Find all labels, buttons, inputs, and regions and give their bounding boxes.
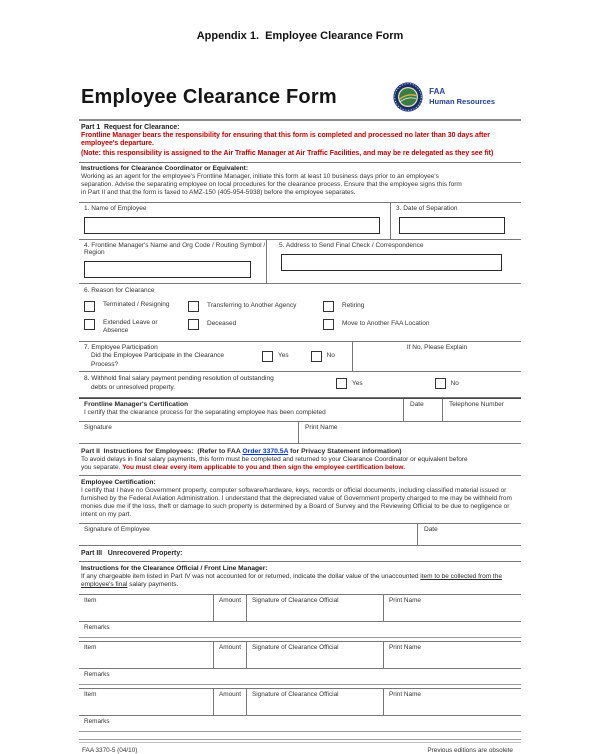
item-label: Item — [84, 597, 97, 605]
amount-field[interactable] — [213, 642, 246, 668]
date-label: Date — [424, 525, 438, 533]
property-row — [79, 688, 521, 716]
remarks-field[interactable] — [79, 622, 521, 638]
appendix-title: Appendix 1. Employee Clearance Form — [196, 30, 404, 42]
checkbox-participation-yes[interactable] — [262, 351, 273, 362]
footer-form-number: FAA 3370-5 (04/10) — [82, 747, 138, 754]
field-name-of-employee — [79, 203, 390, 239]
cert-phone-field[interactable] — [442, 399, 521, 421]
employee-signature-label: Signature of Employee — [84, 525, 150, 533]
faa-logo-block — [393, 82, 495, 112]
signature-field[interactable] — [79, 422, 298, 443]
q8-label-2: debts or unresolved property. — [91, 383, 176, 391]
footer-note: Previous editions are obsolete — [427, 747, 513, 754]
employee-signature-row — [79, 523, 521, 546]
item-label: Item — [84, 644, 97, 652]
amount-label: Amount — [219, 691, 242, 699]
input-address-final-check[interactable] — [281, 254, 502, 271]
amount-field[interactable] — [213, 689, 246, 715]
item-label: Item — [84, 691, 97, 699]
coordinator-instructions — [79, 163, 521, 203]
item-field[interactable] — [79, 689, 213, 715]
print-name-field[interactable] — [383, 595, 521, 621]
q8-label-1: 8. Withhold final salary payment pending resolution of outstanding — [84, 375, 274, 383]
checkbox-label: Transferring to Another Agency — [207, 302, 297, 310]
part1-red-note-1: Frontline Manager bears the responsibility for ensuring that this form is completed and processed no later than 30 days after employee's departure. — [81, 132, 490, 148]
yes-label: Yes — [352, 379, 363, 387]
amount-label: Amount — [219, 597, 242, 605]
part3-title: Part III Unrecovered Property: — [79, 546, 521, 562]
logo-text-hr: Human Resources — [429, 97, 495, 107]
checkbox-terminated-resigning[interactable] — [84, 301, 95, 312]
checkbox-label: Terminated / Resigning — [103, 300, 170, 308]
signature-official-label: Signature of Clearance Official — [252, 691, 339, 699]
item-field[interactable] — [79, 642, 213, 668]
field-label-name: 1. Name of Employee — [84, 204, 147, 212]
coordinator-text: Working as an agent for the employee's Frontline Manager, initiate this form at least 10 business days prior to an employee's separation. Advise the separating employee on local procedures for the clearance process. Ensure that the employee signs this form in Part II and that the form is faxed to AMZ-150 (405-954-5938) before the employee separates. — [81, 172, 462, 196]
checkbox-retiring[interactable] — [323, 301, 334, 312]
part2-text: To avoid delays in final salary payments, this form must be completed and returned to your Clearance Coordinator or equivalent before you separate. You must clear every item applicable to you and then sign the employee certification below. — [81, 456, 468, 472]
remarks-label: Remarks — [84, 671, 110, 679]
telephone-label: Telephone Number — [449, 401, 504, 409]
reason-for-clearance-section — [79, 284, 521, 342]
employee-signature-field[interactable] — [79, 524, 417, 545]
clearance-official-signature-field[interactable] — [246, 642, 383, 668]
remarks-field[interactable] — [79, 669, 521, 685]
section6-label: 6. Reason for Clearance — [84, 286, 155, 294]
employee-date-field[interactable] — [417, 524, 521, 545]
employee-certification-section — [79, 475, 521, 523]
checkbox-withhold-no[interactable] — [435, 378, 446, 389]
no-label: No — [450, 379, 459, 387]
q7-label-1: 7. Employee Participation — [84, 343, 158, 351]
field-frontline-manager — [79, 240, 266, 283]
field-label-address: 5. Address to Send Final Check / Correspondence — [279, 241, 424, 249]
form-footer — [79, 739, 521, 754]
field-label-frontline-manager: 4. Frontline Manager's Name and Org Code / Routing Symbol / Region — [84, 241, 266, 256]
input-date-of-separation[interactable] — [399, 217, 505, 234]
checkbox-label: Move to Another FAA Location — [342, 320, 430, 328]
logo-text-faa: FAA — [429, 87, 446, 97]
signature-official-label: Signature of Clearance Official — [252, 597, 339, 605]
form-header — [79, 82, 521, 119]
part2-title: Part II Instructions for Employees: (Refer to FAA Order 3370.5A for Privacy Statement information) — [81, 448, 402, 456]
input-frontline-manager[interactable] — [84, 261, 251, 278]
logo-text — [429, 87, 495, 106]
item-field[interactable] — [79, 595, 213, 621]
checkbox-extended-leave[interactable] — [84, 319, 95, 330]
property-row — [79, 641, 521, 669]
remarks-label: Remarks — [84, 718, 110, 726]
fields-row-a — [79, 203, 521, 240]
checkbox-label: Deceased — [207, 320, 237, 328]
field-label-date-separation: 3. Date of Separation — [396, 204, 458, 212]
participation-withhold-section — [79, 342, 521, 398]
checkbox-withhold-yes[interactable] — [336, 378, 347, 389]
document-page — [79, 82, 521, 754]
part3-instructions-heading: Instructions for the Clearance Official / Front Line Manager: — [81, 564, 268, 572]
signature-label: Signature — [84, 424, 112, 432]
question-7 — [79, 342, 352, 371]
part1-title: Part 1 Request for Clearance: — [81, 124, 180, 131]
checkbox-transferring-agency[interactable] — [188, 301, 199, 312]
print-name-field[interactable] — [383, 689, 521, 715]
checkbox-participation-no[interactable] — [311, 351, 322, 362]
employee-cert-title: Employee Certification: — [81, 479, 156, 487]
fields-row-b — [79, 240, 521, 284]
checkbox-deceased[interactable] — [188, 319, 199, 330]
checkbox-move-faa-location[interactable] — [323, 319, 334, 330]
amount-label: Amount — [219, 644, 242, 652]
employee-cert-text: I certify that I have no Government property, computer software/hardware, keys, records or official documents, including classified material issued or furnished by the Federal Aviation Administration. I understand that the depreciated value of Government property charged to me may be withheld from monies due me if the loss, theft or damage to such property is determined by a Board of Survey and the Reviewing Official to be due to negligence or intent on my part. — [81, 487, 512, 519]
part3-instructions-text: If any chargeable item listed in Part IV was not accounted for or returned, indicate the dollar value of the unaccounted item to be collected from the employee's final salary payments. — [81, 572, 502, 589]
question-8 — [79, 372, 521, 398]
frontline-certification-row — [79, 398, 521, 422]
part1-red-note-2: (Note: this responsibility is assigned to the Air Traffic Manager at Air Traffic Facilities, and may be re delegated as they see fit) — [81, 149, 494, 157]
clearance-official-signature-field[interactable] — [246, 689, 383, 715]
coordinator-heading: Instructions for Clearance Coordinator or Equivalent: — [81, 164, 249, 172]
remarks-label: Remarks — [84, 624, 110, 632]
faa-seal-icon — [393, 82, 423, 112]
part2-red-text: You must clear every item applicable to you and then sign the employee certification below. — [122, 464, 406, 472]
input-name-of-employee[interactable] — [84, 217, 380, 234]
cert-date-field[interactable] — [403, 399, 442, 421]
footer-divider — [79, 739, 521, 740]
explain-label: If No, Please Explain — [406, 343, 468, 351]
checkbox-label: Retiring — [342, 302, 365, 310]
print-name-label: Print Name — [389, 597, 421, 605]
part1-header-section — [79, 121, 521, 163]
page-title: Employee Clearance Form — [81, 85, 337, 108]
field-date-of-separation — [390, 203, 521, 239]
field-address-final-check — [266, 240, 521, 283]
checkbox-label: Extended Leave or Absence — [103, 318, 158, 334]
print-name-field[interactable] — [298, 422, 521, 443]
print-name-field[interactable] — [383, 642, 521, 668]
clearance-official-signature-field[interactable] — [246, 595, 383, 621]
no-label: No — [326, 352, 335, 360]
if-no-explain-area[interactable] — [352, 342, 521, 371]
part2-header-section — [79, 444, 521, 475]
signature-official-label: Signature of Clearance Official — [252, 644, 339, 652]
frontline-signature-row — [79, 422, 521, 444]
print-name-label: Print Name — [389, 644, 421, 652]
part3-instructions — [79, 562, 521, 594]
yes-label: Yes — [278, 352, 289, 360]
order-3370-link[interactable]: Order 3370.5A — [242, 448, 289, 456]
property-row — [79, 594, 521, 622]
date-label: Date — [410, 401, 424, 409]
print-name-label: Print Name — [305, 424, 338, 432]
frontline-cert-title: Frontline Manager's Certification — [84, 401, 189, 409]
print-name-label: Print Name — [389, 691, 421, 699]
amount-field[interactable] — [213, 595, 246, 621]
q7-label-2: Did the Employee Participate in the Clearance Process? — [91, 352, 224, 368]
frontline-cert-text: I certify that the clearance process for the separating employee has been completed — [84, 409, 326, 417]
